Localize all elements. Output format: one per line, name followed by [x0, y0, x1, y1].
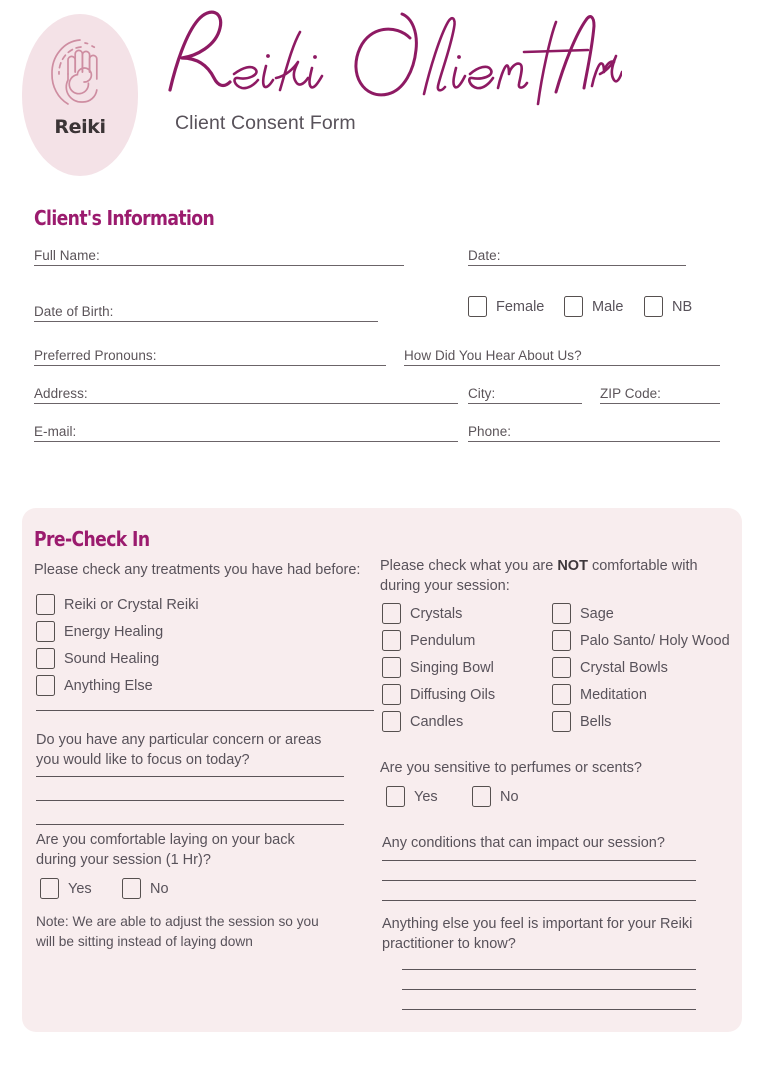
form-header: [0, 0, 768, 190]
not-comfortable-label-5: Sage: [580, 605, 614, 622]
pre-check-in-heading: Pre-Check In: [34, 527, 150, 551]
treatment-label-1: Energy Healing: [64, 623, 164, 640]
not-comfortable-label-4: Candles: [410, 713, 464, 730]
concern-question-line-2: you would like to focus on today?: [36, 752, 250, 768]
checkbox-diffusing-oils[interactable]: [382, 684, 401, 705]
treatment-label-2: Sound Healing: [64, 650, 160, 667]
date-label: Date:: [468, 248, 501, 263]
left-column-divider: [36, 710, 374, 711]
preferred-pronouns-field[interactable]: [34, 344, 386, 366]
not-comfortable-label-9: Bells: [580, 713, 612, 730]
session-note-line-1: Note: We are able to adjust the session so you: [36, 914, 319, 929]
logo-badge: [22, 14, 138, 176]
gender-label-nb: NB: [672, 298, 693, 315]
checkbox-scent-no[interactable]: [472, 786, 491, 807]
concern-answer-line-2[interactable]: [36, 800, 344, 801]
phone-label: Phone:: [468, 424, 512, 439]
phone-field[interactable]: [468, 420, 720, 442]
not-comfortable-prompt-part-c: comfortable with: [587, 558, 698, 574]
checkbox-crystals[interactable]: [382, 603, 401, 624]
back-question-line-1: Are you comfortable laying on your back: [36, 832, 295, 848]
back-option-no[interactable]: [122, 878, 169, 899]
not-comfortable-option-sage[interactable]: [552, 603, 614, 624]
back-option-yes[interactable]: [40, 878, 92, 899]
checkbox-female[interactable]: [468, 296, 487, 317]
concern-answer-line-3[interactable]: [36, 824, 344, 825]
email-label: E-mail:: [34, 424, 77, 439]
anything-else-answer-line-1[interactable]: [402, 969, 696, 970]
not-comfortable-prompt: [380, 556, 730, 576]
not-comfortable-label-1: Pendulum: [410, 632, 476, 649]
scent-question: Are you sensitive to perfumes or scents?: [380, 760, 642, 776]
checkbox-nb[interactable]: [644, 296, 663, 317]
date-of-birth-label: Date of Birth:: [34, 304, 114, 319]
full-name-field[interactable]: [34, 244, 404, 266]
checkbox-energy-healing[interactable]: [36, 621, 55, 642]
checkbox-meditation[interactable]: [552, 684, 571, 705]
checkbox-male[interactable]: [564, 296, 583, 317]
not-comfortable-label-2: Singing Bowl: [410, 659, 494, 676]
zip-code-field[interactable]: [600, 382, 720, 404]
not-comfortable-option-meditation[interactable]: [552, 684, 647, 705]
scent-option-no[interactable]: [472, 786, 519, 807]
pre-check-right-column: [380, 508, 730, 1032]
checkbox-scent-yes[interactable]: [386, 786, 405, 807]
not-comfortable-option-palo-santo[interactable]: [552, 630, 730, 651]
checkbox-bells[interactable]: [552, 711, 571, 732]
checkbox-reiki-or-crystal-reiki[interactable]: [36, 594, 55, 615]
conditions-answer-line-3[interactable]: [382, 900, 696, 901]
not-comfortable-prompt-line-2: during your session:: [380, 578, 510, 594]
checkbox-sage[interactable]: [552, 603, 571, 624]
not-comfortable-option-diffusing-oils[interactable]: [382, 684, 495, 705]
treatment-label-3: Anything Else: [64, 677, 153, 694]
scent-option-yes[interactable]: [386, 786, 438, 807]
address-field[interactable]: [34, 382, 458, 404]
script-title: [152, 8, 622, 112]
checkbox-singing-bowl[interactable]: [382, 657, 401, 678]
scent-label-no: No: [500, 788, 519, 805]
checkbox-pendulum[interactable]: [382, 630, 401, 651]
not-comfortable-emphasis: NOT: [557, 558, 588, 574]
logo-wordmark: Reiki: [54, 116, 106, 138]
gender-label-female: Female: [496, 298, 545, 315]
conditions-answer-line-2[interactable]: [382, 880, 696, 881]
preferred-pronouns-label: Preferred Pronouns:: [34, 348, 157, 363]
not-comfortable-label-6: Palo Santo/ Holy Wood: [580, 632, 730, 649]
checkbox-candles[interactable]: [382, 711, 401, 732]
anything-else-answer-line-2[interactable]: [402, 989, 696, 990]
treatment-label-0: Reiki or Crystal Reiki: [64, 596, 199, 613]
client-information-heading: Client's Information: [34, 206, 215, 230]
treatments-prompt: Please check any treatments you have had before:: [34, 562, 361, 578]
treatment-option-1[interactable]: [36, 621, 163, 642]
not-comfortable-label-8: Meditation: [580, 686, 647, 703]
conditions-question: Any conditions that can impact our session?: [382, 835, 665, 851]
checkbox-palo-santo[interactable]: [552, 630, 571, 651]
not-comfortable-option-crystals[interactable]: [382, 603, 462, 624]
checkbox-anything-else[interactable]: [36, 675, 55, 696]
pre-check-left-column: [34, 508, 380, 1032]
pre-check-in-panel: [22, 508, 742, 1032]
zip-code-label: ZIP Code:: [600, 386, 661, 401]
not-comfortable-option-singing-bowl[interactable]: [382, 657, 494, 678]
gender-option-female[interactable]: [468, 296, 544, 317]
how-did-you-hear-field[interactable]: [404, 344, 720, 366]
not-comfortable-option-bells[interactable]: [552, 711, 611, 732]
anything-else-answer-line-3[interactable]: [402, 1009, 696, 1010]
back-label-yes: Yes: [68, 880, 92, 897]
how-did-you-hear-label: How Did You Hear About Us?: [404, 348, 582, 363]
email-field[interactable]: [34, 420, 458, 442]
gender-option-male[interactable]: [564, 296, 623, 317]
checkbox-sound-healing[interactable]: [36, 648, 55, 669]
not-comfortable-option-crystal-bowls[interactable]: [552, 657, 668, 678]
anything-else-question-line-1: Anything else you feel is important for your Reiki: [382, 916, 693, 932]
treatment-option-2[interactable]: [36, 648, 159, 669]
gender-label-male: Male: [592, 298, 624, 315]
checkbox-back-no[interactable]: [122, 878, 141, 899]
city-field[interactable]: [468, 382, 582, 404]
back-question-line-2: during your session (1 Hr)?: [36, 852, 211, 868]
scent-label-yes: Yes: [414, 788, 438, 805]
gender-option-nb[interactable]: [644, 296, 692, 317]
form-subtitle: Client Consent Form: [175, 112, 356, 134]
client-information-section: [0, 196, 768, 456]
address-label: Address:: [34, 386, 88, 401]
city-label: City:: [468, 386, 496, 401]
treatment-option-0[interactable]: [36, 594, 199, 615]
hand-spiral-icon: [44, 34, 116, 110]
full-name-label: Full Name:: [34, 248, 100, 263]
concern-answer-line-1[interactable]: [36, 776, 344, 777]
not-comfortable-option-candles[interactable]: [382, 711, 463, 732]
conditions-answer-line-1[interactable]: [382, 860, 696, 861]
date-of-birth-field[interactable]: [34, 300, 378, 322]
checkbox-back-yes[interactable]: [40, 878, 59, 899]
not-comfortable-option-pendulum[interactable]: [382, 630, 475, 651]
checkbox-crystal-bowls[interactable]: [552, 657, 571, 678]
session-note-line-2: will be sitting instead of laying down: [36, 934, 253, 949]
date-field[interactable]: [468, 244, 686, 266]
not-comfortable-prompt-part-a: Please check what you are: [380, 558, 558, 574]
anything-else-question-line-2: practitioner to know?: [382, 936, 516, 952]
concern-question-line-1: Do you have any particular concern or areas: [36, 732, 322, 748]
back-label-no: No: [150, 880, 169, 897]
not-comfortable-label-3: Diffusing Oils: [410, 686, 496, 703]
not-comfortable-label-0: Crystals: [410, 605, 463, 622]
not-comfortable-label-7: Crystal Bowls: [580, 659, 668, 676]
treatment-option-3[interactable]: [36, 675, 153, 696]
